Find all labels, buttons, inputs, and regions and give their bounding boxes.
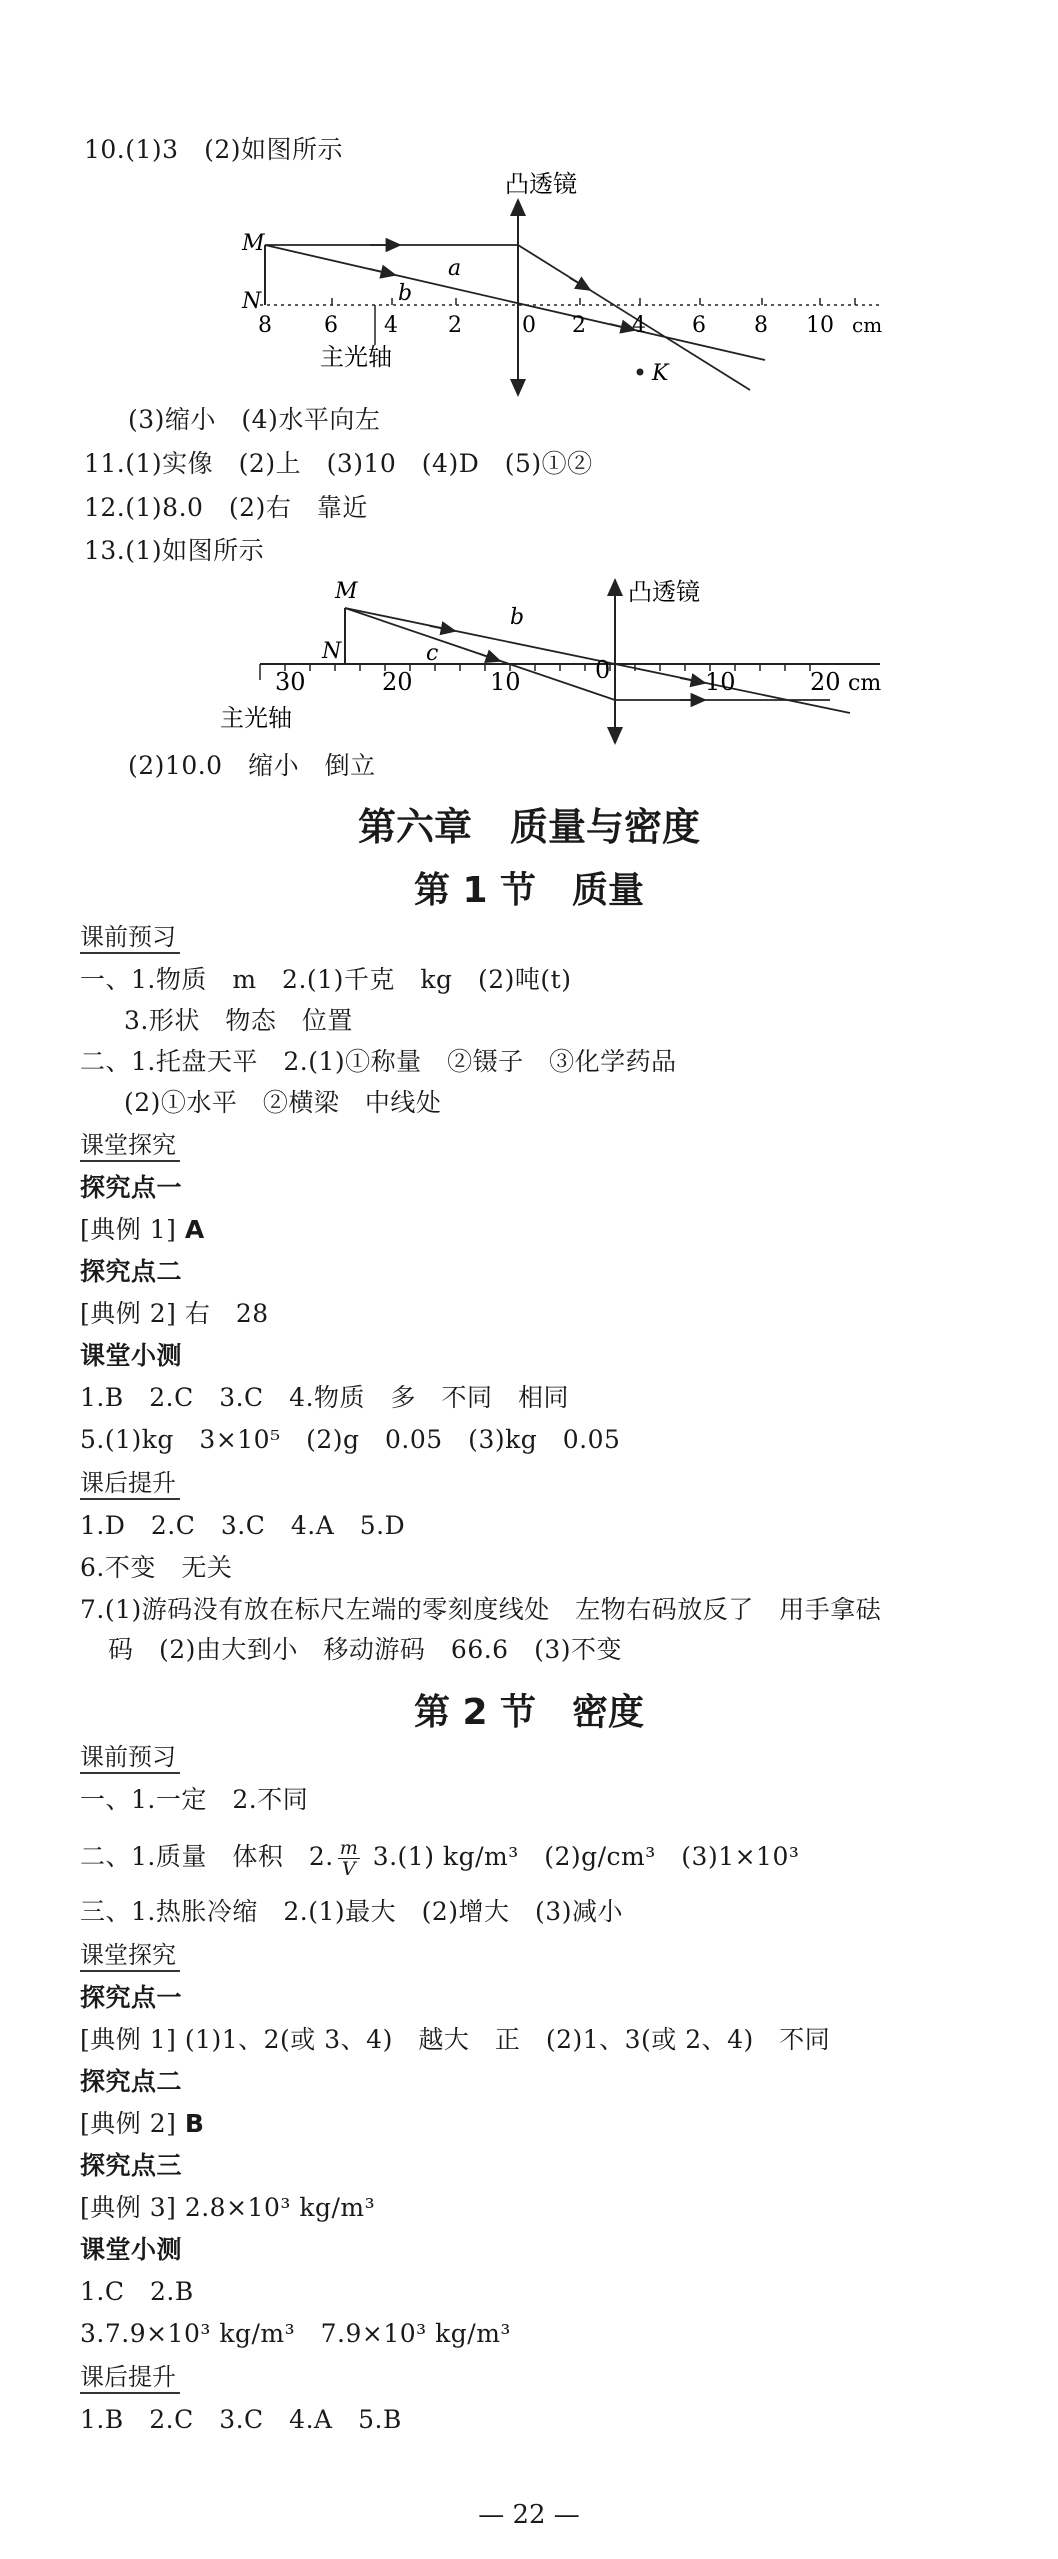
svg-text:0: 0 — [522, 313, 536, 338]
s1-test2: 5.(1)kg 3×10⁵ (2)g 0.05 (3)kg 0.05 — [80, 1425, 621, 1454]
s1-label-test: 课堂小测 — [80, 1341, 183, 1370]
s1-test1: 1.B 2.C 3.C 4.物质 多 不同 相同 — [80, 1383, 570, 1412]
svg-text:主光轴: 主光轴 — [320, 343, 392, 371]
s1-ex1-tag: [典例 1] — [80, 1215, 177, 1244]
s2-ex1-tag: [典例 1] — [80, 2025, 177, 2054]
s2-example2 — [80, 2108, 204, 2140]
s2-pre2-a: 二、1.质量 体积 2. — [80, 1842, 334, 1871]
svg-text:10: 10 — [705, 668, 736, 696]
s1-example1 — [80, 1214, 205, 1246]
section-1-title: 第 1 节 质量 — [413, 870, 645, 911]
lens-label-2: 凸透镜 — [628, 578, 700, 606]
svg-text:M: M — [335, 579, 358, 604]
svg-text:M: M — [242, 231, 265, 256]
s1-label-preview: 课前预习 — [80, 922, 180, 954]
s2-label-test: 课堂小测 — [80, 2235, 183, 2264]
s2-example3 — [80, 2192, 375, 2224]
svg-text:N: N — [322, 639, 342, 664]
svg-text:c: c — [426, 641, 439, 666]
s2-point1: 探究点一 — [80, 1983, 183, 2012]
svg-text:b: b — [510, 605, 525, 630]
s2-point3: 探究点三 — [80, 2151, 183, 2180]
density-formula: $\frac{m}{V}$ — [339, 1837, 359, 1880]
s1-after4: 码 (2)由大到小 移动游码 66.6 (3)不变 — [108, 1635, 622, 1664]
s1-ex1-answer: A — [184, 1215, 205, 1244]
svg-text:cm: cm — [848, 671, 882, 696]
lens-diagram-2 — [200, 568, 920, 768]
s1-point2: 探究点二 — [80, 1257, 183, 1286]
s2-example1 — [80, 2024, 830, 2056]
svg-text:8: 8 — [754, 313, 768, 338]
page-number: — 22 — — [478, 2500, 580, 2530]
s1-pre4: (2)①水平 ②横梁 中线处 — [124, 1088, 442, 1117]
s2-point2: 探究点二 — [80, 2067, 183, 2096]
section-2-title: 第 2 节 密度 — [413, 1692, 645, 1733]
s2-pre2 — [80, 1838, 799, 1879]
answer-q10-part1: 10.(1)3 (2)如图所示 — [84, 135, 343, 164]
lens-label-1: 凸透镜 — [505, 170, 577, 198]
svg-text:4: 4 — [384, 313, 398, 338]
answer-q12: 12.(1)8.0 (2)右 靠近 — [84, 493, 368, 522]
svg-text:b: b — [398, 281, 413, 306]
s2-label-after: 课后提升 — [80, 2362, 180, 2394]
s1-after3: 7.(1)游码没有放在标尺左端的零刻度线处 左物右码放反了 用手拿砝 — [80, 1595, 882, 1624]
s1-after1: 1.D 2.C 3.C 4.A 5.D — [80, 1511, 406, 1540]
svg-text:20: 20 — [382, 668, 413, 696]
svg-text:4: 4 — [632, 313, 646, 338]
svg-text:6: 6 — [324, 313, 338, 338]
svg-text:2: 2 — [572, 313, 586, 338]
s2-ex2-answer: B — [184, 2109, 205, 2138]
s2-label-explore: 课堂探究 — [80, 1940, 180, 1972]
svg-text:10: 10 — [490, 668, 521, 696]
svg-text:K: K — [652, 361, 669, 386]
svg-text:主光轴: 主光轴 — [220, 704, 292, 732]
s1-pre3: 二、1.托盘天平 2.(1)①称量 ②镊子 ③化学药品 — [80, 1047, 677, 1076]
s1-pre1: 一、1.物质 m 2.(1)千克 kg (2)吨(t) — [80, 965, 572, 994]
s1-label-after: 课后提升 — [80, 1468, 180, 1500]
svg-text:8: 8 — [258, 313, 272, 338]
s2-ex3-tag: [典例 3] — [80, 2193, 177, 2222]
svg-text:30: 30 — [275, 668, 306, 696]
answer-q13-part2: (2)10.0 缩小 倒立 — [128, 751, 376, 780]
s1-ex2-tag: [典例 2] — [80, 1299, 177, 1328]
s1-after2: 6.不变 无关 — [80, 1553, 233, 1582]
s2-ex1-answer: (1)1、2(或 3、4) 越大 正 (2)1、3(或 2、4) 不同 — [184, 2025, 831, 2054]
svg-text:cm: cm — [852, 313, 883, 337]
svg-text:N: N — [242, 289, 262, 314]
svg-text:6: 6 — [692, 313, 706, 338]
s2-pre2-b: 3.(1) kg/m³ (2)g/cm³ (3)1×10³ — [372, 1842, 800, 1871]
answer-q13-part1: 13.(1)如图所示 — [84, 536, 265, 565]
s1-point1: 探究点一 — [80, 1173, 183, 1202]
s2-test2: 3.7.9×10³ kg/m³ 7.9×10³ kg/m³ — [80, 2319, 511, 2348]
s1-pre2: 3.形状 物态 位置 — [124, 1006, 353, 1035]
s2-ex3-answer: 2.8×10³ kg/m³ — [184, 2193, 376, 2222]
s1-ex2-answer: 右 28 — [184, 1299, 269, 1328]
s2-after1: 1.B 2.C 3.C 4.A 5.B — [80, 2405, 402, 2434]
svg-text:2: 2 — [448, 313, 462, 338]
svg-text:20: 20 — [810, 668, 841, 696]
s2-test1: 1.C 2.B — [80, 2277, 194, 2306]
svg-text:10: 10 — [806, 313, 834, 338]
s1-example2 — [80, 1298, 269, 1330]
s2-pre3: 三、1.热胀冷缩 2.(1)最大 (2)增大 (3)减小 — [80, 1897, 623, 1926]
answer-q10-part2: (3)缩小 (4)水平向左 — [128, 405, 381, 434]
lens-diagram-1 — [220, 170, 920, 410]
s2-pre1: 一、1.一定 2.不同 — [80, 1785, 309, 1814]
s2-ex2-tag: [典例 2] — [80, 2109, 177, 2138]
svg-text:a: a — [448, 256, 462, 281]
answer-q11: 11.(1)实像 (2)上 (3)10 (4)D (5)①② — [84, 449, 593, 478]
s1-label-explore: 课堂探究 — [80, 1130, 180, 1162]
chapter-title: 第六章 质量与密度 — [357, 805, 700, 849]
s2-label-preview: 课前预习 — [80, 1742, 180, 1774]
svg-text:0: 0 — [595, 656, 611, 684]
